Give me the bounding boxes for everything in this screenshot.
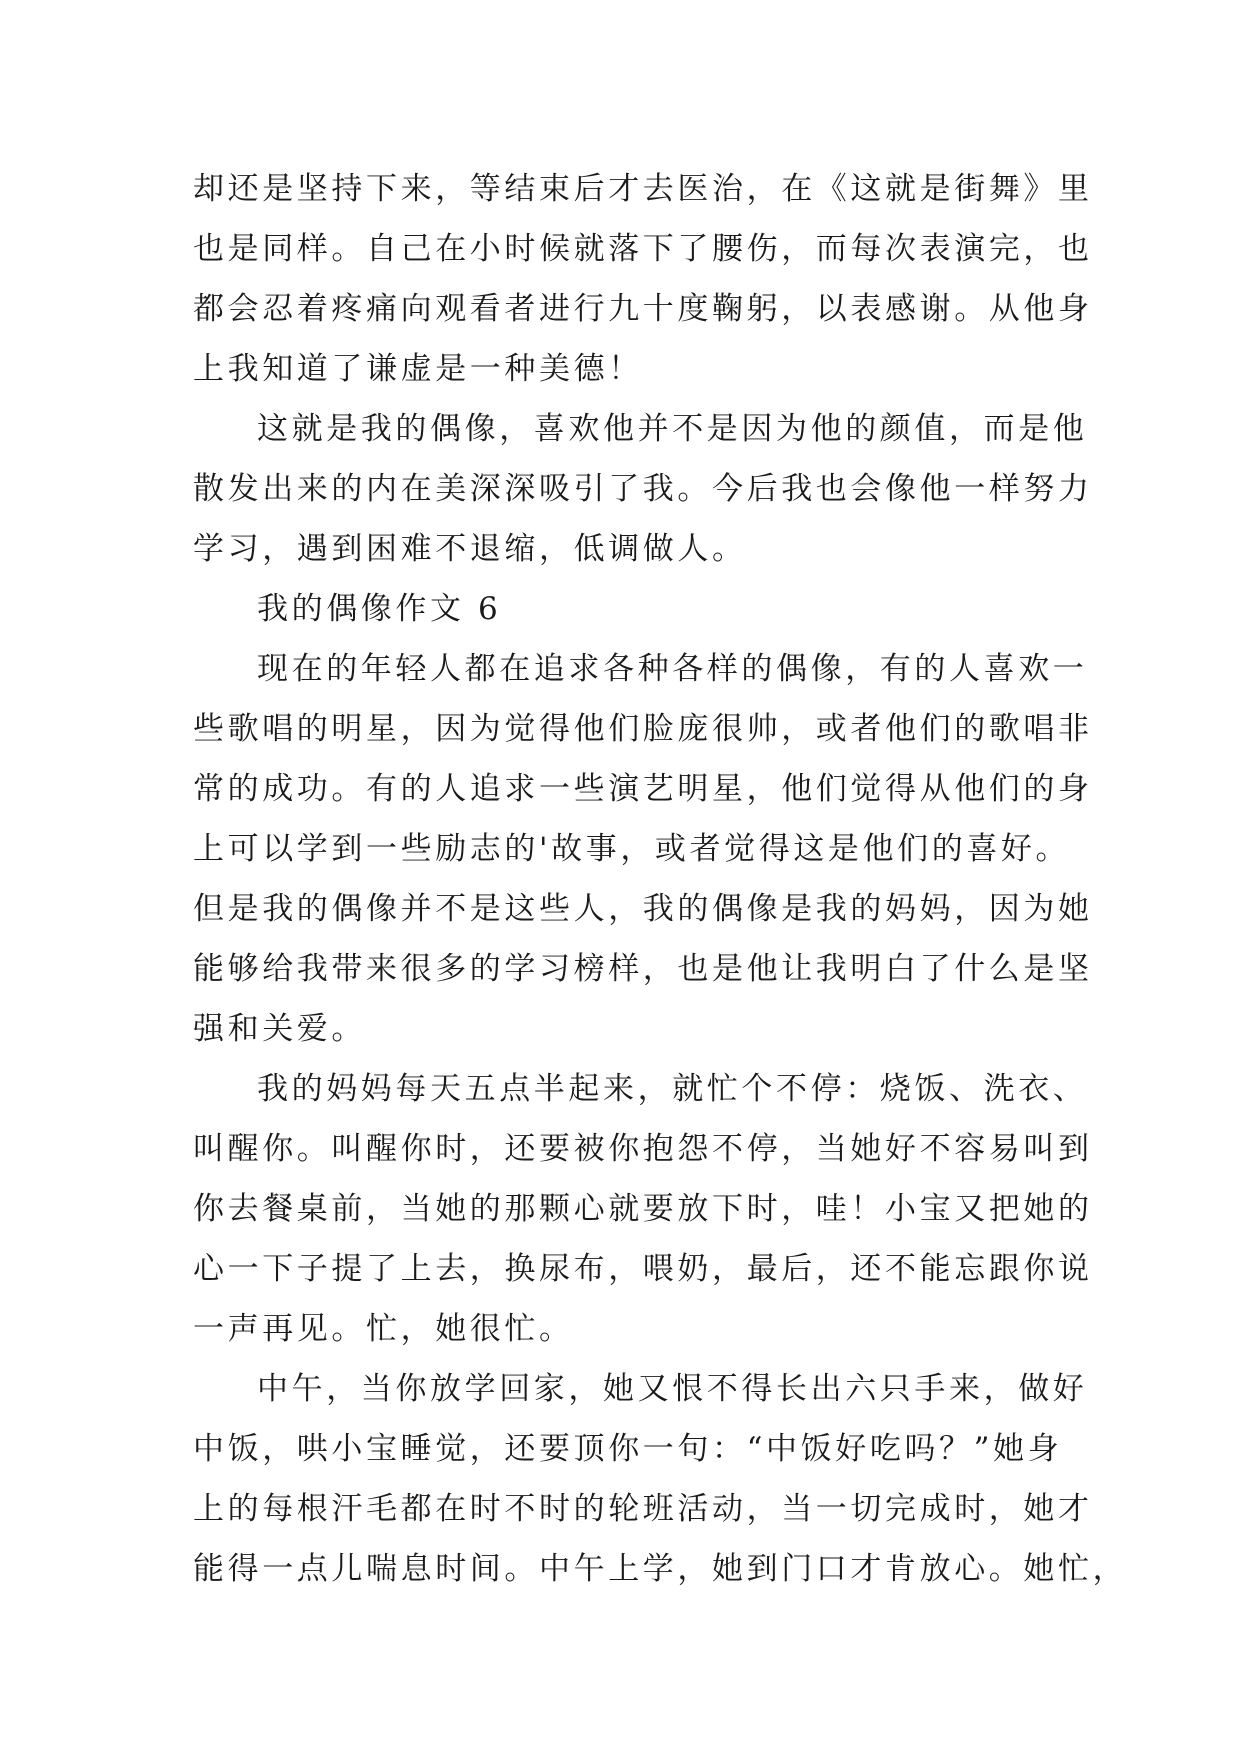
text-line: 中饭，哄小宝睡觉，还要顶你一句：“中饭好吃吗？”她身: [193, 1431, 1063, 1467]
text-line: 但是我的偶像并不是这些人，我的偶像是我的妈妈，因为她: [193, 891, 1093, 927]
text-line: 叫醒你。叫醒你时，还要被你抱怨不停，当她好不容易叫到: [193, 1131, 1093, 1167]
paragraph-start-line: 我的妈妈每天五点半起来，就忙个不停：烧饭、洗衣、: [257, 1071, 1088, 1107]
text-line: 上的每根汗毛都在时不时的轮班活动，当一切完成时，她才: [193, 1491, 1093, 1527]
paragraph-start-line: 现在的年轻人都在追求各种各样的偶像，有的人喜欢一: [257, 651, 1088, 687]
text-line: 常的成功。有的人追求一些演艺明星，他们觉得从他们的身: [193, 771, 1093, 807]
text-line: 都会忍着疼痛向观看者进行九十度鞠躬，以表感谢。从他身: [193, 291, 1093, 327]
text-line: 学习，遇到困难不退缩，低调做人。: [193, 531, 747, 567]
paragraph-start-line: 中午，当你放学回家，她又恨不得长出六只手来，做好: [257, 1371, 1088, 1407]
text-line: 上我知道了谦虚是一种美德！: [193, 351, 643, 387]
section-heading: 我的偶像作文 6: [257, 591, 502, 627]
text-line: 散发出来的内在美深深吸引了我。今后我也会像他一样努力: [193, 471, 1093, 507]
text-line: 能得一点儿喘息时间。中午上学，她到门口才肯放心。她忙，: [193, 1551, 1128, 1587]
text-line: 上可以学到一些励志的'故事，或者觉得这是他们的喜好。: [193, 831, 1071, 867]
text-line: 却还是坚持下来，等结束后才去医治，在《这就是街舞》里: [193, 171, 1093, 207]
essay-body: [193, 159, 1128, 1599]
text-line: 一声再见。忙，她很忙。: [193, 1311, 574, 1347]
text-line: 些歌唱的明星，因为觉得他们脸庞很帅，或者他们的歌唱非: [193, 711, 1093, 747]
text-line: 心一下子提了上去，换尿布，喂奶，最后，还不能忘跟你说: [193, 1251, 1093, 1287]
text-line: 能够给我带来很多的学习榜样，也是他让我明白了什么是坚: [193, 951, 1093, 987]
paragraph-start-line: 这就是我的偶像，喜欢他并不是因为他的颜值，而是他: [257, 411, 1088, 447]
text-line: 你去餐桌前，当她的那颗心就要放下时，哇！小宝又把她的: [193, 1191, 1093, 1227]
text-line: 强和关爱。: [193, 1011, 366, 1047]
text-line: 也是同样。自己在小时候就落下了腰伤，而每次表演完，也: [193, 231, 1093, 267]
